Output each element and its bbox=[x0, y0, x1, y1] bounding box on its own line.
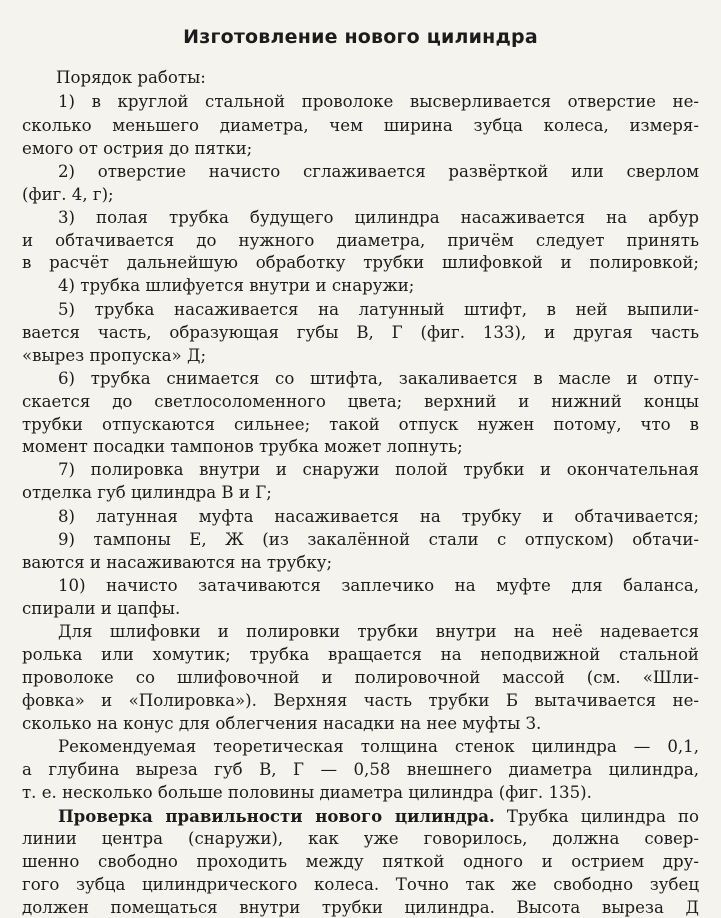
text-line: 10) начисто затачиваются заплечико на муфте для баланса, bbox=[58, 576, 699, 595]
text-line: а глубина выреза губ В, Г — 0,58 внешнего диаметра цилиндра, bbox=[22, 760, 699, 779]
text-line: шенно свободно проходить между пяткой одного и острием дру- bbox=[22, 852, 699, 871]
text-line: «вырез пропуска» Д; bbox=[22, 346, 207, 365]
text-line: 3) полая трубка будущего цилиндра насаживается на арбур bbox=[58, 208, 699, 227]
section-heading: Проверка правильности нового цилиндра. bbox=[58, 806, 495, 826]
text-line: фовка» и «Полировка»). Верхняя часть трубки Б вытачивается не- bbox=[22, 691, 699, 710]
text-line: 8) латунная муфта насаживается на трубку и обтачивается; bbox=[58, 507, 699, 526]
text-line: в расчёт дальнейшую обработку трубки шлифовкой и полировкой; bbox=[22, 253, 699, 272]
text-line: вается часть, образующая губы В, Г (фиг. 133), и другая часть bbox=[22, 323, 699, 342]
text-line: Порядок работы: bbox=[56, 68, 206, 87]
text-line: (фиг. 4, г); bbox=[22, 185, 114, 204]
text-line: т. е. несколько больше половины диаметра цилиндра (фиг. 135). bbox=[22, 783, 592, 802]
text-line: емого от острия до пятки; bbox=[22, 139, 253, 158]
text-line: линии центра (снаружи), как уже говорилось, должна совер- bbox=[22, 829, 699, 848]
text-line: 6) трубка снимается со штифта, закаливается в масле и отпу- bbox=[58, 369, 699, 388]
text-line: 2) отверстие начисто сглаживается развёрткой или сверлом bbox=[58, 162, 699, 181]
text-line: 5) трубка насаживается на латунный штифт, в ней выпили- bbox=[58, 300, 699, 319]
text-line: и обтачивается до нужного диаметра, причём следует принять bbox=[22, 231, 699, 250]
text-line: ролька или хомутик; трубка вращается на неподвижной стальной bbox=[22, 645, 699, 664]
text-line: Рекомендуемая теоретическая толщина стенок цилиндра — 0,1, bbox=[58, 737, 699, 756]
text-line: Для шлифовки и полировки трубки внутри на неё надевается bbox=[58, 622, 699, 641]
text-line: сколько на конус для облегчения насадки на нее муфты З. bbox=[22, 714, 542, 733]
text-line: сколько меньшего диаметра, чем ширина зубца колеса, измеря- bbox=[22, 116, 699, 135]
text-line: проволоке со шлифовочной и полировочной массой (см. «Шли- bbox=[22, 668, 699, 687]
text-line: момент посадки тампонов трубка может лопнуть; bbox=[22, 437, 463, 456]
text-line: спирали и цапфы. bbox=[22, 599, 181, 618]
text-line: ваются и насаживаются на трубку; bbox=[22, 553, 333, 572]
text-line: 4) трубка шлифуется внутри и снаружи; bbox=[58, 276, 415, 295]
text-line: отделка губ цилиндра В и Г; bbox=[22, 483, 272, 502]
text-line: трубки отпускаются сильнее; такой отпуск нужен потому, что в bbox=[22, 415, 699, 434]
text-line: скается до светлосоломенного цвета; верхний и нижний концы bbox=[22, 392, 699, 411]
text-line: 7) полировка внутри и снаружи полой трубки и окончательная bbox=[58, 460, 699, 479]
text-line: гого зубца цилиндрического колеса. Точно так же свободно зубец bbox=[22, 875, 699, 894]
text-line: должен помещаться внутри трубки цилиндра. Высота выреза Д bbox=[22, 898, 699, 917]
text-line: 1) в круглой стальной проволоке высверливается отверстие не- bbox=[58, 92, 699, 111]
page-title: Изготовление нового цилиндра bbox=[183, 26, 538, 48]
text-line: Проверка правильности нового цилиндра. Трубка цилиндра по bbox=[58, 806, 699, 826]
text-line: 9) тампоны Е, Ж (из закалённой стали с отпуском) обтачи- bbox=[58, 530, 699, 549]
